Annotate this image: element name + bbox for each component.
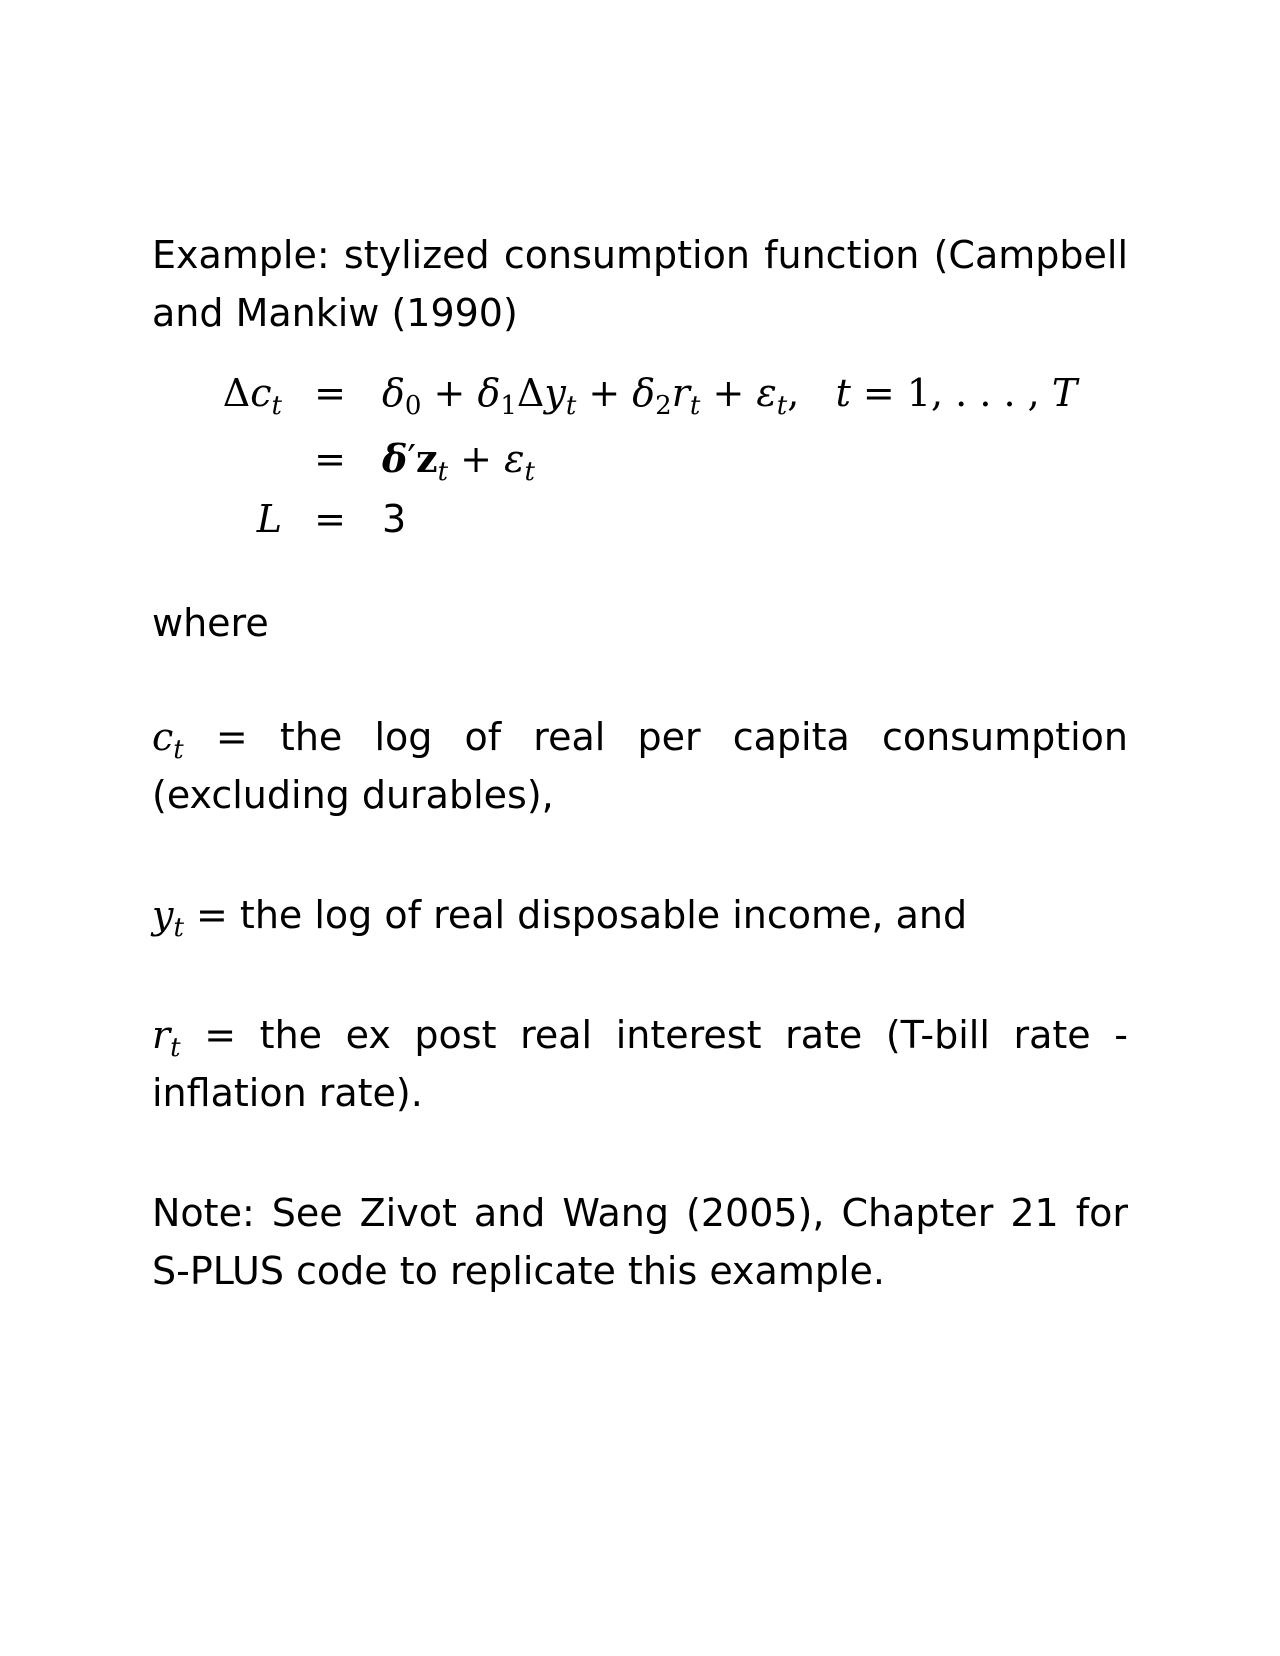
intro-paragraph: Example: stylized consumption function (Campbell and Mankiw (1990) [152,233,1128,335]
where-label: where [152,601,269,645]
equation-row-3-rhs: 3 [382,497,407,541]
definition-c [152,708,1128,824]
definition-c-text: = the log of real per capita consumption (excluding durables), [152,715,1128,817]
definition-y-symbol: $y_t$ [152,893,184,943]
note-paragraph: Note: See Zivot and Wang (2005), Chapter 21 for S-PLUS code to replicate this example. [152,1191,1128,1293]
equation-row-2-relation: = [314,437,346,481]
equation-row-3-relation: = [314,497,346,541]
definition-c-symbol: $c_t$ [152,715,184,765]
equation-row-1-lhs: $\Delta c_t$ [222,371,282,421]
definition-r-symbol: $r_t$ [152,1013,181,1063]
equation-row-1-relation: = [314,371,346,415]
equation-row-2-rhs: $\delta'z_t + \varepsilon_t$ [382,436,535,487]
equation-row-1-rhs: $\delta_0 + \delta_1\Delta y_t + \delta_2r_t + \varepsilon_t$, t = 1, . . . , T [382,371,1078,421]
definition-y [152,886,1128,944]
equation-row-3-lhs: L [256,497,282,541]
definition-r [152,1006,1128,1122]
definition-r-text: = the ex post real interest rate (T-bill rate - inflation rate). [152,1013,1128,1115]
definition-y-text: = the log of real disposable income, and [196,893,968,937]
